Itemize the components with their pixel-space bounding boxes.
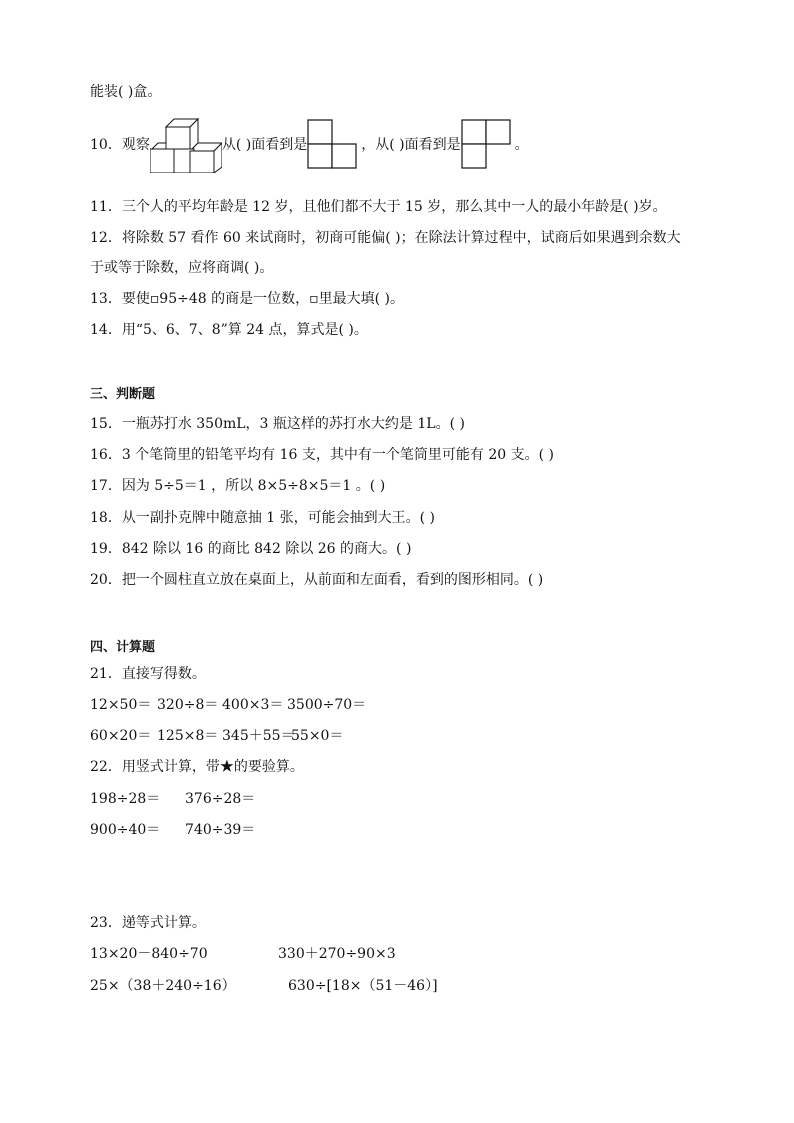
cube-arrangement-icon — [150, 117, 222, 173]
calc-item: 330＋270÷90×3 — [278, 946, 396, 962]
question-13: 13．要使▫95÷48 的商是一位数，▫里最大填( )。 — [90, 291, 404, 307]
question-10-prefix: 10．观察 — [90, 137, 150, 153]
question-18: 18．从一副扑克牌中随意抽 1 张，可能会抽到大王。( ) — [90, 510, 435, 526]
question-19: 19．842 除以 16 的商比 842 除以 26 的商大。( ) — [90, 541, 412, 557]
question-22-label: 22．用竖式计算，带★的要验算。 — [90, 759, 304, 775]
calc-item: 125×8＝ — [157, 728, 219, 744]
calc-item: 376÷28＝ — [185, 791, 256, 807]
question-10-mid1: 从( )面看到是 — [221, 137, 308, 153]
question-10-end: 。 — [514, 137, 529, 153]
calc-item: 320÷8＝ — [157, 697, 219, 713]
question-12-line1: 12．将除数 57 看作 60 来试商时，初商可能偏( )；在除法计算过程中，试商后如果遇到余数大 — [90, 230, 681, 246]
calc-item: 740÷39＝ — [185, 822, 256, 838]
calc-item: 400×3＝ — [222, 697, 284, 713]
question-23-row-1 — [90, 944, 396, 964]
calc-item: 345＋55＝ — [222, 728, 295, 744]
section-4-title: 四、计算题 — [90, 640, 156, 655]
calc-item: 55×0＝ — [291, 728, 344, 744]
question-21-label: 21．直接写得数。 — [90, 666, 206, 682]
question-21-row-1 — [90, 695, 366, 715]
question-12-line2: 于或等于除数，应将商调( )。 — [90, 260, 274, 276]
question-23-label: 23．递等式计算。 — [90, 915, 206, 931]
question-9-tail: 能装( )盒。 — [90, 84, 162, 100]
calc-item: 60×20＝ — [90, 728, 152, 744]
question-11: 11．三个人的平均年龄是 12 岁，且他们都不大于 15 岁，那么其中一人的最小年龄是( )岁。 — [90, 199, 667, 215]
calc-item: 3500÷70＝ — [287, 697, 367, 713]
question-15: 15．一瓶苏打水 350mL，3 瓶这样的苏打水大约是 1L。( ) — [90, 416, 465, 432]
calc-item: 198÷28＝ — [90, 791, 161, 807]
view-shape-b-icon — [461, 119, 515, 171]
section-3-title: 三、判断题 — [90, 387, 156, 402]
question-21-row-2 — [90, 726, 343, 746]
question-22-row-1 — [90, 789, 255, 809]
question-20: 20．把一个圆柱直立放在桌面上，从前面和左面看，看到的图形相同。( ) — [90, 572, 544, 588]
question-23-row-2 — [90, 976, 438, 996]
question-22-row-2 — [90, 820, 255, 840]
question-10-mid2: ，从( )面看到是 — [361, 137, 461, 153]
calc-item: 25×（38＋240÷16） — [90, 978, 236, 994]
calc-item: 13×20－840÷70 — [90, 946, 208, 962]
question-17: 17．因为 5÷5＝1 ，所以 8×5÷8×5＝1 。( ) — [90, 478, 386, 494]
calc-item: 12×50＝ — [90, 697, 152, 713]
calc-item: 630÷[18×（51－46）] — [288, 978, 438, 994]
question-14: 14．用“5、6、7、8”算 24 点，算式是( )。 — [90, 322, 368, 338]
view-shape-a-icon — [307, 119, 361, 171]
calc-item: 900÷40＝ — [90, 822, 161, 838]
question-10 — [90, 115, 529, 175]
question-16: 16．3 个笔筒里的铅笔平均有 16 支，其中有一个笔筒里可能有 20 支。( ) — [90, 447, 554, 463]
